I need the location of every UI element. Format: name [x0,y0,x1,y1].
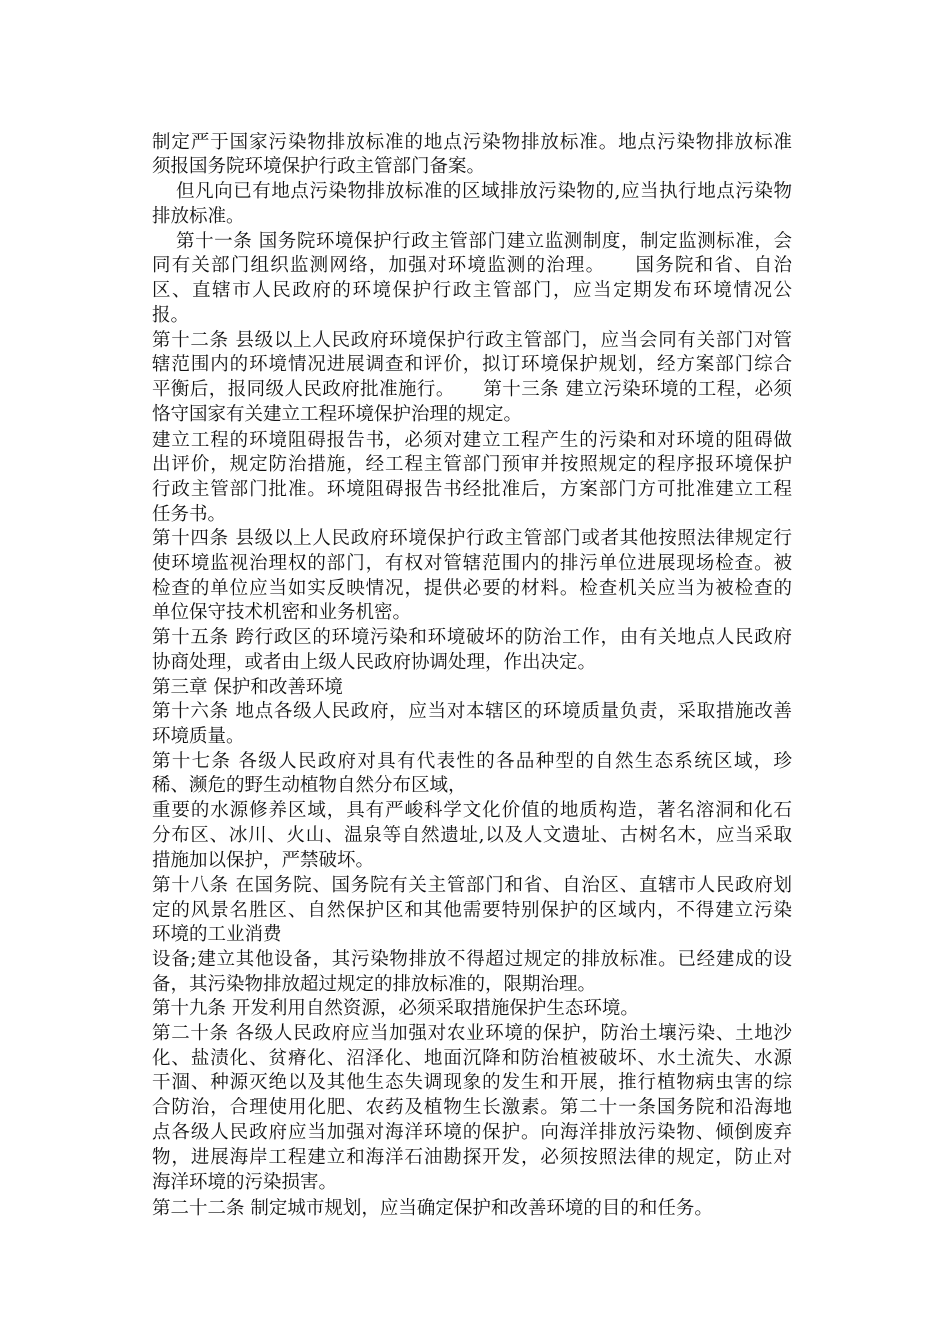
text-line: 第三章 保护和改善环境 [152,677,343,698]
text-line: 第十四条 县级以上人民政府环境保护行政主管部门或者其他按照法律规定行 [152,528,792,549]
text-line: 环境质量。 [152,726,245,747]
text-line: 合防治，合理使用化肥、农药及植物生长激素。第二十一条国务院和沿海地 [152,1097,792,1118]
text-line: 制定严于国家污染物排放标准的地点污染物排放标准。地点污染物排放标准 [152,132,792,153]
text-line: 分布区、冰川、火山、温泉等自然遗址,以及人文遗址、古树名木，应当采取 [152,825,792,846]
text-line: 辖范围内的环境情况进展调查和评价，拟订环境保护规划，经方案部门综合 [152,354,792,375]
text-line: 第十九条 开发利用自然资源，必须采取措施保护生态环境。 [152,998,639,1019]
text-line: 重要的水源修养区域，具有严峻科学文化价值的地质构造，著名溶洞和化石 [152,800,792,821]
text-line: 第十二条 县级以上人民政府环境保护行政主管部门，应当会同有关部门对管 [152,330,792,351]
text-line: 措施加以保护，严禁破坏。 [152,850,375,871]
text-line: 出评价，规定防治措施，经工程主管部门预审并按照规定的程序报环境保护 [152,454,792,475]
text-line: 稀、濒危的野生动植物自然分布区域， [152,775,467,796]
text-line: 化、盐渍化、贫瘠化、沼泽化、地面沉降和防治植被破坏、水土流失、水源 [152,1048,792,1069]
text-line: 物，进展海岸工程建立和海洋石油勘探开发，必须按照法律的规定，防止对 [152,1147,792,1168]
text-line: 同有关部门组织监测网络，加强对环境监测的治理。 国务院和省、自治 [152,255,792,276]
text-line: 检查的单位应当如实反映情况，提供必要的材料。检查机关应当为被检查的 [152,578,792,599]
text-line: 设备;建立其他设备，其污染物排放不得超过规定的排放标准。已经建成的设 [152,949,792,970]
text-line: 第十五条 跨行政区的环境污染和环境破坏的防治工作，由有关地点人民政府 [152,627,792,648]
text-line: 海洋环境的污染损害。 [152,1172,338,1193]
text-line: 干涸、种源灭绝以及其他生态失调现象的发生和开展，推行植物病虫害的综 [152,1072,792,1093]
text-line: 使环境监视治理权的部门，有权对管辖范围内的排污单位进展现场检查。被 [152,553,792,574]
text-line: 第十八条 在国务院、国务院有关主管部门和省、自治区、直辖市人民政府划 [152,875,792,896]
text-line: 建立工程的环境阻碍报告书，必须对建立工程产生的污染和对环境的阻碍做 [152,430,792,451]
text-line: 排放标准。 [152,206,245,227]
text-line: 行政主管部门批准。环境阻碍报告书经批准后，方案部门方可批准建立工程 [152,479,792,500]
text-line: 定的风景名胜区、自然保护区和其他需要特别保护的区域内，不得建立污染 [152,900,792,921]
text-line: 第二十条 各级人民政府应当加强对农业环境的保护，防治土壤污染、土地沙 [152,1023,792,1044]
text-line: 第十一条 国务院环境保护行政主管部门建立监测制度，制定监测标准，会 [176,231,792,252]
text-line: 平衡后，报同级人民政府批准施行。 第十三条 建立污染环境的工程，必须 [152,379,792,400]
text-line: 第十六条 地点各级人民政府，应当对本辖区的环境质量负责，采取措施改善 [152,701,792,722]
text-line: 第二十二条 制定城市规划，应当确定保护和改善环境的目的和任务。 [152,1198,713,1219]
text-line: 第十七条 各级人民政府对具有代表性的各品种型的自然生态系统区域，珍 [152,751,792,772]
text-line: 区、直辖市人民政府的环境保护行政主管部门，应当定期发布环境情况公 [152,280,792,301]
text-line: 备，其污染物排放超过规定的排放标准的，限期治理。 [152,974,597,995]
text-line: 点各级人民政府应当加强对海洋环境的保护。向海洋排放污染物、倾倒废弃 [152,1122,792,1143]
text-line: 协商处理，或者由上级人民政府协调处理，作出决定。 [152,652,597,673]
text-line: 任务书。 [152,504,227,525]
text-line: 恪守国家有关建立工程环境保护治理的规定。 [152,404,523,425]
text-line: 但凡向已有地点污染物排放标准的区域排放污染物的,应当执行地点污染物 [176,181,792,202]
text-line: 报。 [152,305,190,326]
text-line: 须报国务院环境保护行政主管部门备案。 [152,156,486,177]
text-line: 单位保守技术机密和业务机密。 [152,602,412,623]
text-line: 环境的工业消费 [152,924,282,945]
